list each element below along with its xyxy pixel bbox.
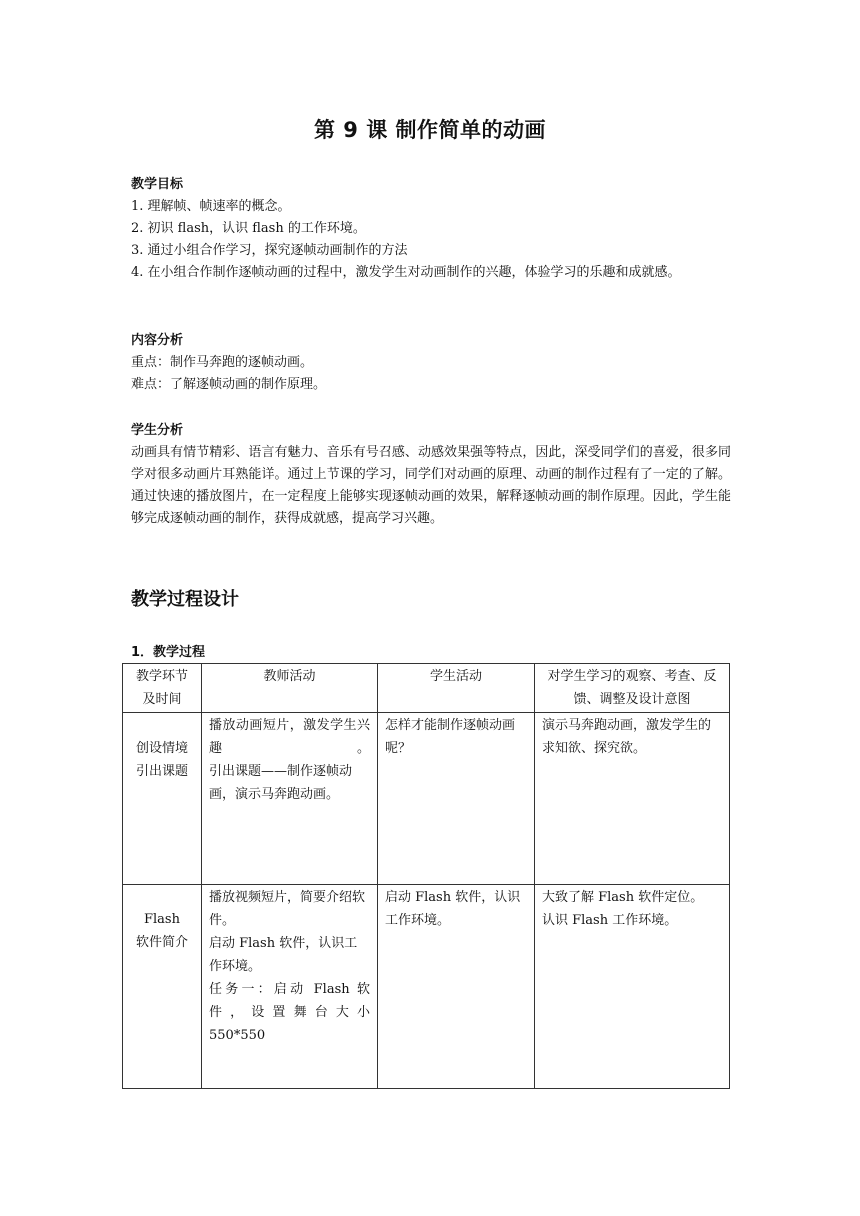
content-analysis-heading: 内容分析 <box>131 333 184 348</box>
key-point: 重点：制作马奔跑的逐帧动画。 <box>131 355 314 370</box>
teacher-activity-line: 播放动画短片，激发学生兴趣。 <box>209 718 370 756</box>
objective-item: 4. 在小组合作制作逐帧动画的过程中，激发学生对动画制作的兴趣，体验学习的乐趣和成就感。 <box>131 265 681 280</box>
header-stage: 教学环节及时间 <box>123 664 202 713</box>
table-header-row <box>123 664 730 713</box>
table-row <box>123 885 730 1089</box>
observation-cell <box>535 885 730 1089</box>
observation-cell: 演示马奔跑动画，激发学生的求知欲、探究欲。 <box>535 713 730 885</box>
stage-cell <box>123 885 202 1089</box>
table-row <box>123 713 730 885</box>
student-cell: 怎样才能制作逐帧动画呢？ <box>378 713 535 885</box>
objective-item: 2. 初识 flash，认识 flash 的工作环境。 <box>131 221 366 236</box>
objective-item: 3. 通过小组合作学习，探究逐帧动画制作的方法 <box>131 243 408 258</box>
teacher-cell <box>202 885 378 1089</box>
student-analysis-text: 动画具有情节精彩、语言有魅力、音乐有号召感、动感效果强等特点，因此，深受同学们的喜爱，很多同学对很多动画片耳熟能详。通过上节课的学习，同学们对动画的原理、动画的制作过程有了一定的了解。通过快速的播放图片，在一定程度上能够实现逐帧动画的效果，解释逐帧动画的制作原理。因此，学生能够完成逐帧动画的制作，获得成就感，提高学习兴趣。 <box>131 445 731 526</box>
header-observation: 对学生学习的观察、考查、反馈、调整及设计意图 <box>535 664 730 713</box>
lesson-title: 第 9 课 制作简单的动画 <box>313 118 547 142</box>
teacher-activity-line: 引出课题——制作逐帧动画，演示马奔跑动画。 <box>209 764 353 802</box>
process-table-title: 1．教学过程 <box>131 645 206 660</box>
header-teacher: 教师活动 <box>202 664 378 713</box>
stage-cell: 创设情境引出课题 <box>123 713 202 885</box>
teacher-activity-line: 启动 Flash 软件，认识工作环境。 <box>209 936 358 974</box>
teacher-cell <box>202 713 378 885</box>
teacher-activity-line: 播放视频短片，简要介绍软件。 <box>209 890 366 928</box>
teaching-process-table <box>122 663 730 1089</box>
student-cell: 启动 Flash 软件，认识工作环境。 <box>378 885 535 1089</box>
teacher-activity-line: 任务一：启动 Flash 软件，设置舞台大小 550*550 <box>209 982 370 1043</box>
observation-line: 认识 Flash 工作环境。 <box>542 913 678 928</box>
student-analysis-heading: 学生分析 <box>131 423 184 438</box>
stage-line: 软件简介 <box>135 935 188 950</box>
stage-line: Flash <box>144 912 180 927</box>
header-student: 学生活动 <box>378 664 535 713</box>
content-analysis-section <box>131 330 731 396</box>
objectives-section <box>131 174 731 284</box>
difficulty-point: 难点：了解逐帧动画的制作原理。 <box>131 377 327 392</box>
process-design-heading: 教学过程设计 <box>131 589 239 610</box>
student-analysis-section <box>131 420 731 530</box>
observation-line: 大致了解 Flash 软件定位。 <box>542 890 704 905</box>
objectives-heading: 教学目标 <box>131 177 184 192</box>
objective-item: 1. 理解帧、帧速率的概念。 <box>131 199 291 214</box>
